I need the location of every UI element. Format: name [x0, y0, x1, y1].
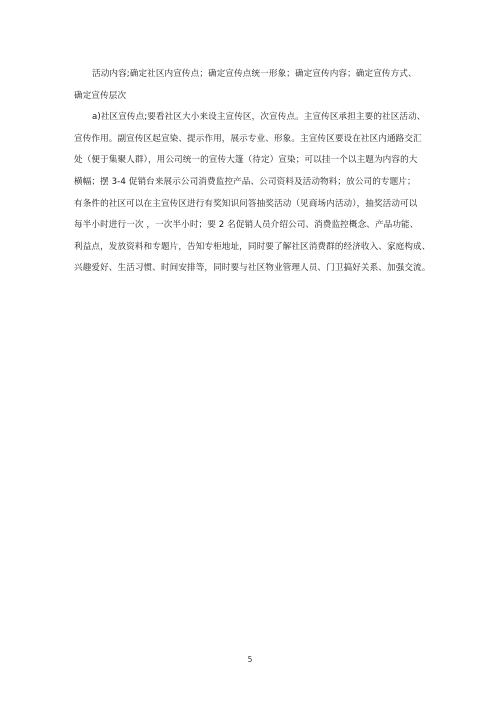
text-line: 利益点，发放资料和专题片，告知专柜地址，同时要了解社区消费群的经济收入、家庭构成、 [74, 241, 431, 252]
page-number: 5 [247, 655, 253, 664]
body-text [74, 64, 442, 280]
text-line: 每半小时进行一次 ，一次半小时；要 2 名促销人员介绍公司、消费监控概念、产品功能、 [74, 220, 419, 231]
text-line: a)社区宣传点;要看社区大小来设主宣传区，次宣传点。主宣传区承担主要的社区活动、 [92, 112, 426, 123]
text-line: 处（便于集聚人群），用公司统一的宣传大篷（待定）宣染；可以挂一个以主题为内容的大 [74, 155, 418, 166]
text-line: 确定宣传层次 [74, 90, 127, 101]
text-line: 有条件的社区可以在主宣传区进行有奖知识问答抽奖活动（见商场内活动），抽奖活动可以 [74, 198, 418, 209]
text-line: 兴趣爱好、生活习惯、时间安排等，同时要与社区物业管理人员、门卫搞好关系、加强交流。 [74, 263, 431, 274]
text-line: 横幅；摆 3-4 促销台来展示公司消费监控产品、公司资料及活动物料；放公司的专题片； [74, 176, 416, 187]
text-line: 宣传作用。副宣传区起宣染、提示作用，展示专业、形象。主宣传区要设在社区内通路交汇 [74, 133, 422, 144]
text-line: 活动内容;确定社区内宣传点；确定宣传点统一形象；确定宣传内容；确定宣传方式、 [92, 69, 417, 79]
